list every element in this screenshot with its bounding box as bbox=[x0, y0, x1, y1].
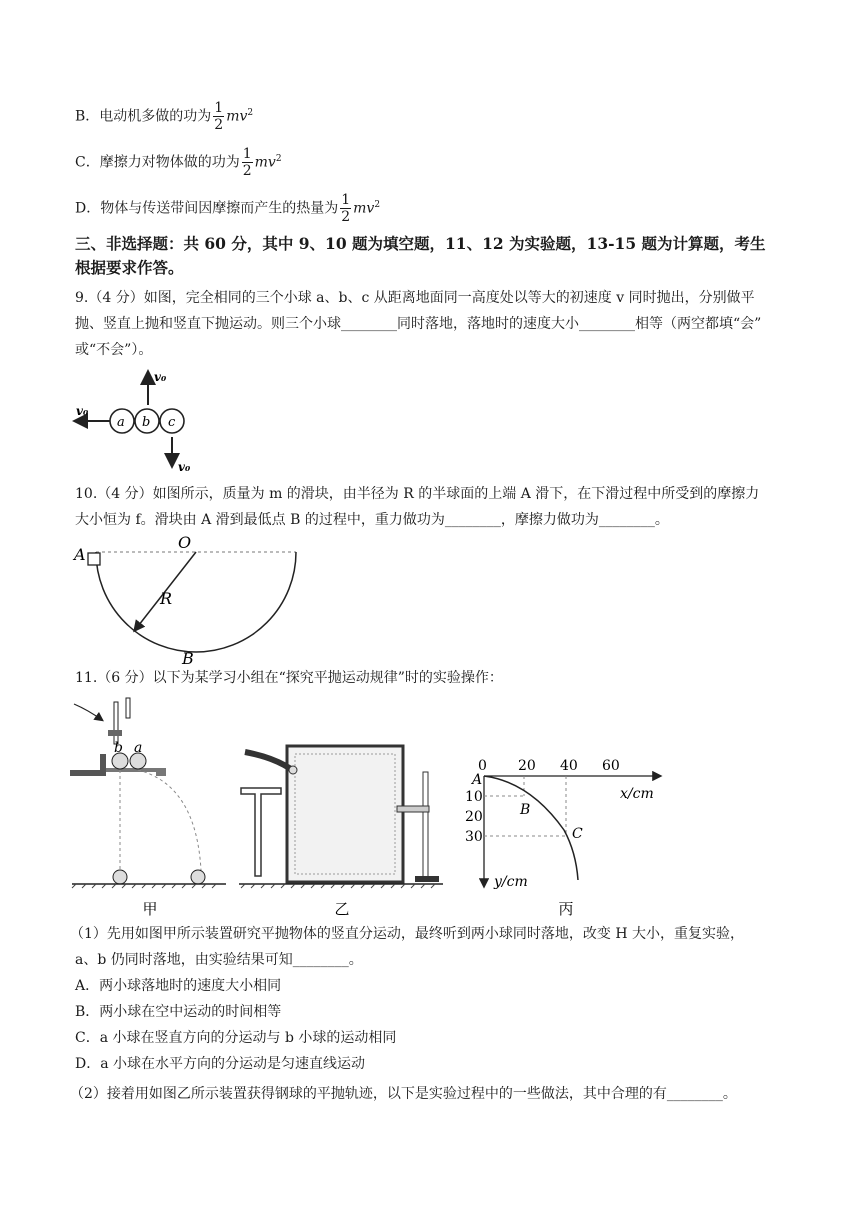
q9-line1: 9.（4 分）如图，完全相同的三个小球 a、b、c 从距离地面同一高度处以等大的初速度 v 同时抛出，分别做平 bbox=[75, 290, 755, 306]
option-d: D．物体与传送带间因摩擦而产生的热量为 $\frac{1}{2}$ $mv^2$ bbox=[75, 192, 381, 225]
label-v-left: v₀ bbox=[76, 404, 89, 418]
y-axis-label: y/cm bbox=[494, 874, 528, 890]
q9-figure bbox=[68, 365, 208, 475]
fraction: $\frac{1}{2}$ bbox=[242, 146, 252, 179]
label-B: B bbox=[520, 802, 531, 818]
q10-line1: 10.（4 分）如图所示，质量为 m 的滑块，由半径为 R 的半球面的上端 A 滑下，在下滑过程中所受到的摩擦力 bbox=[75, 486, 760, 502]
q11-figure-yi bbox=[237, 690, 447, 920]
q11-p1-line1: （1）先用如图甲所示装置研究平抛物体的竖直分运动，最终听到两小球同时落地，改变 H 大小，重复实验， bbox=[70, 926, 745, 942]
label-b: b bbox=[114, 740, 123, 756]
section-heading: 三、非选择题：共 60 分，其中 9、10 题为填空题，11、12 为实验题，13-15 题为计算题，考生 bbox=[75, 234, 766, 253]
q11-figure-bing bbox=[460, 690, 680, 920]
q11-option-c: C．a 小球在竖直方向的分运动与 b 小球的运动相同 bbox=[75, 1030, 397, 1046]
q11-p2-line1: （2）接着用如图乙所示装置获得钢球的平抛轨迹，以下是实验过程中的一些做法，其中合理的有________。 bbox=[70, 1086, 737, 1102]
label-b: b bbox=[142, 415, 151, 430]
option-c: C．摩擦力对物体做的功为 $\frac{1}{2}$ $mv^2$ bbox=[75, 146, 282, 179]
label-O: O bbox=[178, 533, 192, 552]
label-R: R bbox=[160, 589, 173, 608]
option-c-text: C．摩擦力对物体做的功为 bbox=[75, 154, 240, 171]
q11-p1-line2: a、b 仍同时落地，由实验结果可知________。 bbox=[75, 952, 363, 968]
y-tick-10: 10 bbox=[465, 789, 483, 805]
x-tick-60: 60 bbox=[602, 758, 620, 774]
label-A: A bbox=[74, 545, 86, 564]
x-axis-label: x/cm bbox=[620, 786, 654, 802]
label-v-up: v₀ bbox=[154, 370, 167, 384]
caption-jia: 甲 bbox=[142, 900, 158, 918]
option-b: B．电动机多做的功为 $\frac{1}{2}$ $mv^2$ bbox=[75, 100, 254, 133]
option-b-text: B．电动机多做的功为 bbox=[75, 108, 212, 125]
q11-option-d: D．a 小球在水平方向的分运动是匀速直线运动 bbox=[75, 1056, 366, 1072]
label-a: a bbox=[134, 740, 143, 756]
fraction: $\frac{1}{2}$ bbox=[214, 100, 224, 133]
q10-figure bbox=[66, 532, 316, 667]
y-tick-30: 30 bbox=[465, 829, 483, 845]
x-tick-40: 40 bbox=[560, 758, 578, 774]
label-B: B bbox=[182, 649, 194, 668]
section-heading-cont: 根据要求作答。 bbox=[75, 258, 184, 277]
board bbox=[287, 746, 403, 882]
label-C: C bbox=[572, 826, 583, 842]
option-d-text: D．物体与传送带间因摩擦而产生的热量为 bbox=[75, 200, 339, 217]
y-tick-20: 20 bbox=[465, 809, 483, 825]
q9-line2: 抛、竖直上抛和竖直下抛运动。则三个小球________同时落地，落地时的速度大小________相等（两空都填“会” bbox=[75, 316, 762, 332]
q10-line2: 大小恒为 f。滑块由 A 滑到最低点 B 的过程中，重力做功为________，摩擦力做功为________。 bbox=[75, 512, 669, 528]
label-c: c bbox=[168, 415, 176, 430]
q11-figure-jia bbox=[66, 690, 236, 920]
q11-line1: 11.（6 分）以下为某学习小组在“探究平抛运动规律”时的实验操作： bbox=[75, 670, 503, 686]
label-v-down: v₀ bbox=[178, 460, 191, 474]
caption-yi: 乙 bbox=[334, 900, 350, 918]
q11-option-a: A．两小球落地时的速度大小相同 bbox=[75, 978, 282, 994]
x-tick-0: 0 bbox=[478, 758, 487, 774]
trajectory bbox=[484, 776, 578, 880]
label-a: a bbox=[117, 415, 125, 430]
q11-option-b: B．两小球在空中运动的时间相等 bbox=[75, 1004, 282, 1020]
x-tick-20: 20 bbox=[518, 758, 536, 774]
fraction: $\frac{1}{2}$ bbox=[341, 192, 351, 225]
hemisphere bbox=[96, 552, 296, 652]
slider-block bbox=[88, 553, 100, 565]
caption-bing: 丙 bbox=[558, 900, 574, 918]
label-A: A bbox=[472, 772, 483, 788]
q9-line3: 或“不会”）。 bbox=[75, 342, 153, 358]
